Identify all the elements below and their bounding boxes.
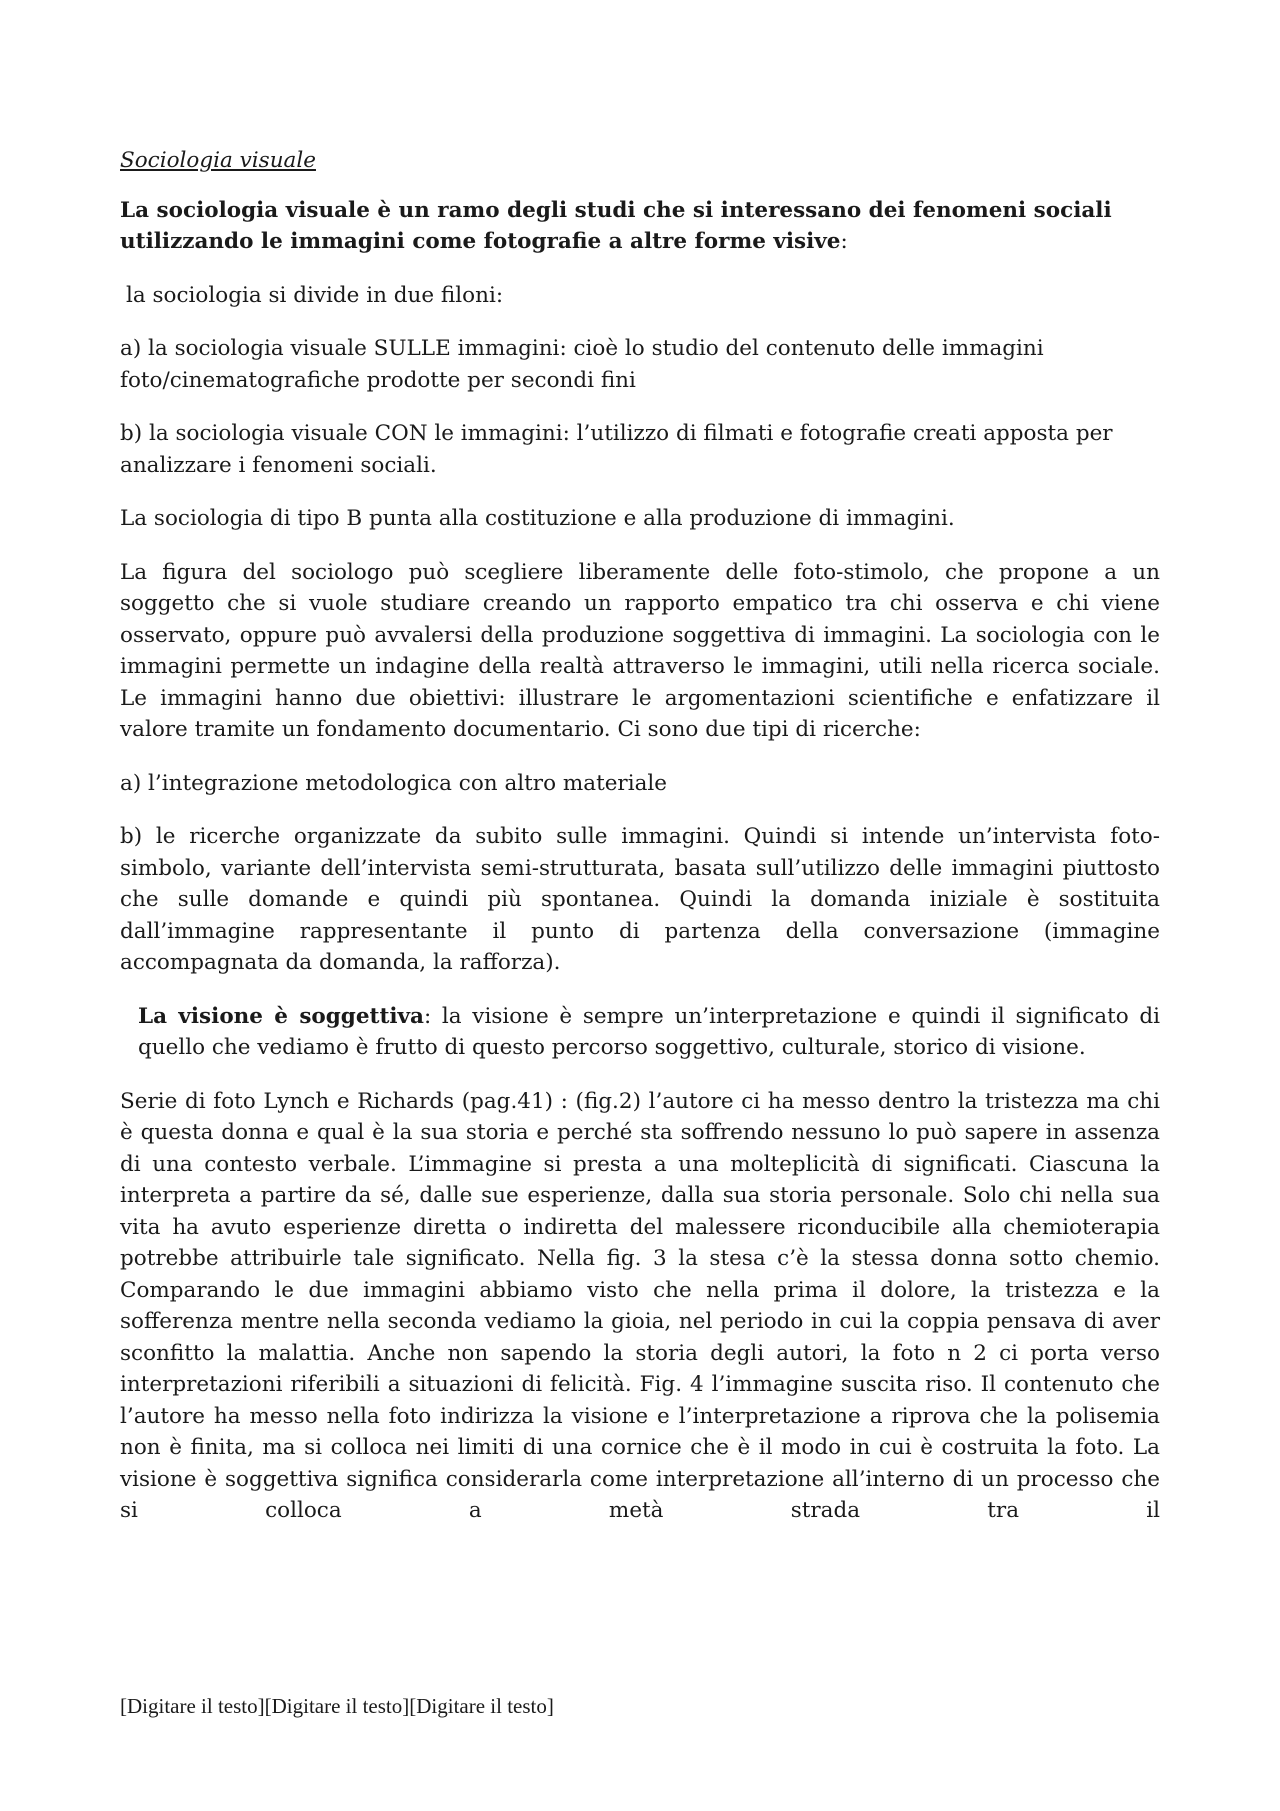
paragraph-filoni: la sociologia si divide in due filoni:	[126, 282, 504, 308]
paragraph-a-sulle: a) la sociologia visuale SULLE immagini: cioè lo studio del contenuto delle immagini foto/cinematografiche prodotte per secondi fini	[120, 336, 1044, 393]
paragraph-b-con: b) la sociologia visuale CON le immagini: l’utilizzo di filmati e fotografie creati apposta per analizzare i fenomeni sociali.	[120, 421, 1113, 478]
paragraph-figura-sociologo: La figura del sociologo può scegliere liberamente delle foto-stimolo, che propone a un soggetto che si vuole studiare creando un rapporto empatico tra chi osserva e chi viene osservato, oppure può avvalersi della produzione soggettiva di immagini. La sociologia con le immagini permette un indagine della realtà attraverso le immagini, utili nella ricerca sociale. Le immagini hanno due obiettivi: illustrare le argomentazioni scientifiche e enfatizzare il valore tramite un fondamento documentario. Ci sono due tipi di ricerche:	[120, 559, 1160, 742]
page-footer: [Digitare il testo][Digitare il testo][Digitare il testo]	[120, 1694, 554, 1718]
visione-rest-text: : la visione è sempre un’interpretazione e quindi il significato di quello che vediamo è frutto di questo percorso soggettivo, culturale, storico di visione.	[138, 1003, 1160, 1060]
paragraph-visione	[120, 1001, 1160, 1064]
intro-paragraph	[120, 195, 1160, 258]
visione-bold-text: La visione è soggettiva	[138, 1003, 424, 1029]
paragraph-b-ricerche: b) le ricerche organizzate da subito sulle immagini. Quindi si intende un’intervista foto-simbolo, variante dell’intervista semi-strutturata, basata sull’utilizzo delle immagini piuttosto che sulle domande e quindi più spontanea. Quindi la domanda iniziale è sostituita dall’immagine rappresentante il punto di partenza della conversazione (immagine accompagnata da domanda, la rafforza).	[120, 824, 1160, 975]
paragraph-serie-foto: Serie di foto Lynch e Richards (pag.41) : (fig.2) l’autore ci ha messo dentro la tristezza ma chi è questa donna e qual è la sua storia e perché sta soffrendo nessuno lo può sapere in assenza di una contesto verbale. L’immagine si presta a una molteplicità di significati. Ciascuna la interpreta a partire da sé, dalle sue esperienze, dalla sua storia personale. Solo chi nella sua vita ha avuto esperienze diretta o indiretta del malessere riconducibile alla chemioterapia potrebbe attribuirle tale significato. Nella fig. 3 la stesa c’è la stessa donna sotto chemio. Comparando le due immagini abbiamo visto che nella prima il dolore, la tristezza e la sofferenza mentre nella seconda vediamo la gioia, nel periodo in cui la coppia pensava di aver sconfitto la malattia. Anche non sapendo la storia degli autori, la foto n 2 ci porta verso interpretazioni riferibili a situazioni di felicità. Fig. 4 l’immagine suscita riso. Il contenuto che l’autore ha messo nella foto indirizza la visione e l’interpretazione a riprova che la polisemia non è finita, ma si colloca nei limiti di una cornice che è il modo in cui è costruita la foto. La visione è soggettiva significa considerarla come interpretazione all’interno di un processo che si colloca a metà strada tra il	[120, 1088, 1160, 1523]
paragraph-a-integrazione: a) l’integrazione metodologica con altro materiale	[120, 770, 668, 796]
intro-tail-text: :	[840, 229, 848, 254]
document-body	[120, 145, 1160, 1549]
document-title: Sociologia visuale	[120, 148, 316, 173]
paragraph-tipo-b: La sociologia di tipo B punta alla costituzione e alla produzione di immagini.	[120, 506, 955, 531]
intro-bold-text: La sociologia visuale è un ramo degli studi che si interessano dei fenomeni sociali utilizzando le immagini come fotografie a altre forme visive	[120, 197, 1112, 254]
